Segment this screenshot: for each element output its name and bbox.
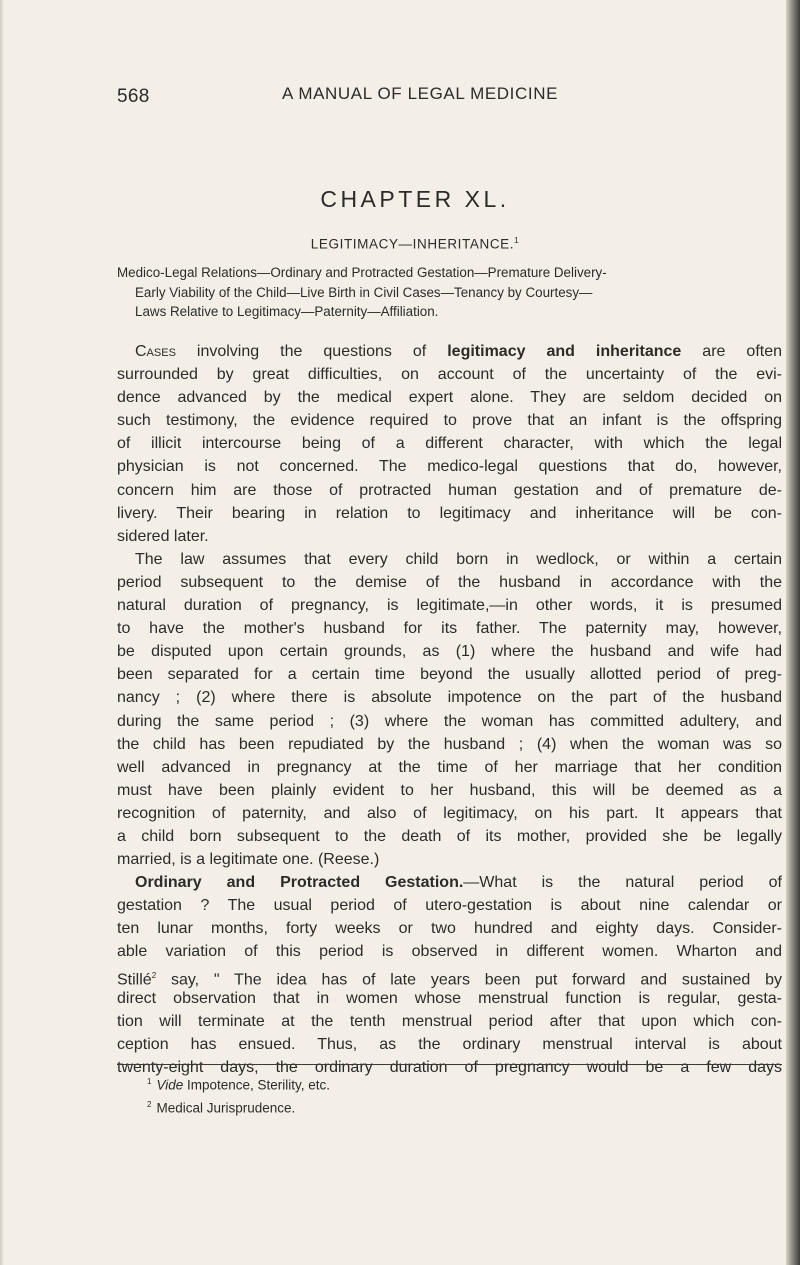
text-line: physician is not concerned. The medico-legal questions that do, however, [117, 458, 782, 476]
footnote-text: Medical Jurisprudence. [156, 1100, 296, 1115]
synopsis-line: Medico-Legal Relations—Ordinary and Protracted Gestation—Premature Delivery- [117, 265, 607, 280]
chapter-subtitle [0, 236, 800, 252]
text-line: dence advanced by the medical expert alone. They are seldom decided on [117, 389, 782, 407]
footnote-ref-1: 1 [514, 236, 520, 245]
stille-line [117, 964, 782, 987]
text-line: such testimony, the evidence required to prove that an infant is the offspring [117, 412, 782, 430]
text-line: tion will terminate at the tenth menstrual period after that upon which con- [117, 1012, 782, 1030]
chapter-synopsis [117, 263, 782, 322]
text-line: been separated for a certain time beyond the usually allotted period of preg- [117, 666, 782, 684]
text-line: during the same period ; (3) where the woman has committed adultery, and [117, 712, 782, 730]
lead-smallcaps: Cases [135, 343, 176, 360]
footnote-mark: 2 [147, 1099, 152, 1109]
text-line: able variation of this period is observed in different women. Wharton and [117, 943, 782, 961]
lead-text: involving the questions of [175, 343, 448, 360]
text-line: The law assumes that every child born in wedlock, or within a certain [135, 550, 782, 568]
text-line: of illicit intercourse being of a different character, with which the legal [117, 435, 782, 453]
bold-phrase: legitimacy and inheritance [447, 343, 682, 360]
footnote-divider [117, 1064, 782, 1065]
body-text [117, 340, 782, 1079]
text-line: period subsequent to the demise of the husband in accordance with the [117, 573, 782, 591]
text-line: the child has been repudiated by the husband ; (4) when the woman was so [117, 735, 782, 753]
footnote-2 [147, 1095, 747, 1118]
text-line: sidered later. [117, 527, 209, 545]
lead-tail: are often [681, 343, 783, 360]
synopsis-line: Early Viability of the Child—Live Birth in Civil Cases—Tenancy by Courtesy— [135, 284, 593, 300]
footnotes [147, 1072, 747, 1117]
lead-text: —What is the natural period of [463, 874, 783, 892]
text-line: ten lunar months, forty weeks or two hundred and eighty days. Consider- [117, 920, 782, 938]
text-line: recognition of paternity, and also of legitimacy, on his part. It appears that [117, 804, 782, 822]
text-line: gestation ? The usual period of utero-gestation is about nine calendar or [117, 897, 782, 915]
author-name: Stillé [117, 970, 152, 988]
chapter-title: CHAPTER XL. [320, 186, 510, 212]
text-line: nancy ; (2) where there is absolute impotence on the part of the husband [117, 689, 782, 707]
footnote-ref-2: 2 [151, 970, 157, 980]
text-line: well advanced in pregnancy at the time of her marriage that her condition [117, 758, 782, 776]
text-line: natural duration of pregnancy, is legitimate,—in other words, it is presumed [117, 597, 782, 615]
chapter-subtitle-text: LEGITIMACY—INHERITANCE. [310, 236, 515, 252]
text-line: married, is a legitimate one. (Reese.) [117, 851, 380, 869]
text-line: say, " The idea has of late years been put forward and sustained by [156, 970, 782, 988]
footnote-1 [147, 1072, 747, 1095]
text-line: livery. Their bearing in relation to legitimacy and inheritance will be con- [117, 504, 782, 522]
paragraph-1-lead [117, 340, 782, 363]
page-number: 568 [117, 86, 150, 107]
text-line: be disputed upon certain grounds, as (1) where the husband and wife had [117, 643, 782, 661]
footnote-italic: Vide [156, 1077, 184, 1093]
paragraph-3-lead [117, 871, 782, 894]
section-heading: Ordinary and Protracted Gestation. [135, 874, 464, 892]
footnote-text: Impotence, Sterility, etc. [183, 1077, 331, 1093]
text-line: direct observation that in women whose menstrual function is regular, gesta- [117, 989, 782, 1007]
text-line: a child born subsequent to the death of its mother, provided she be legally [117, 827, 782, 845]
text-line: twenty-eight days, the ordinary duration of pregnancy would be a few days [117, 1058, 782, 1076]
footnote-mark: 1 [147, 1077, 152, 1086]
text-line: ception has ensued. Thus, as the ordinary menstrual interval is about [117, 1035, 782, 1053]
text-line: must have been plainly evident to her husband, this will be deemed as a [117, 781, 782, 799]
text-line: surrounded by great difficulties, on account of the uncertainty of the evi- [117, 366, 782, 384]
synopsis-line: Laws Relative to Legitimacy—Paternity—Affiliation. [135, 304, 439, 319]
text-line: concern him are those of protracted human gestation and of premature de- [117, 481, 782, 499]
text-line: to have the mother's husband for its father. The paternity may, however, [117, 620, 782, 638]
running-title: A MANUAL OF LEGAL MEDICINE [282, 84, 559, 103]
